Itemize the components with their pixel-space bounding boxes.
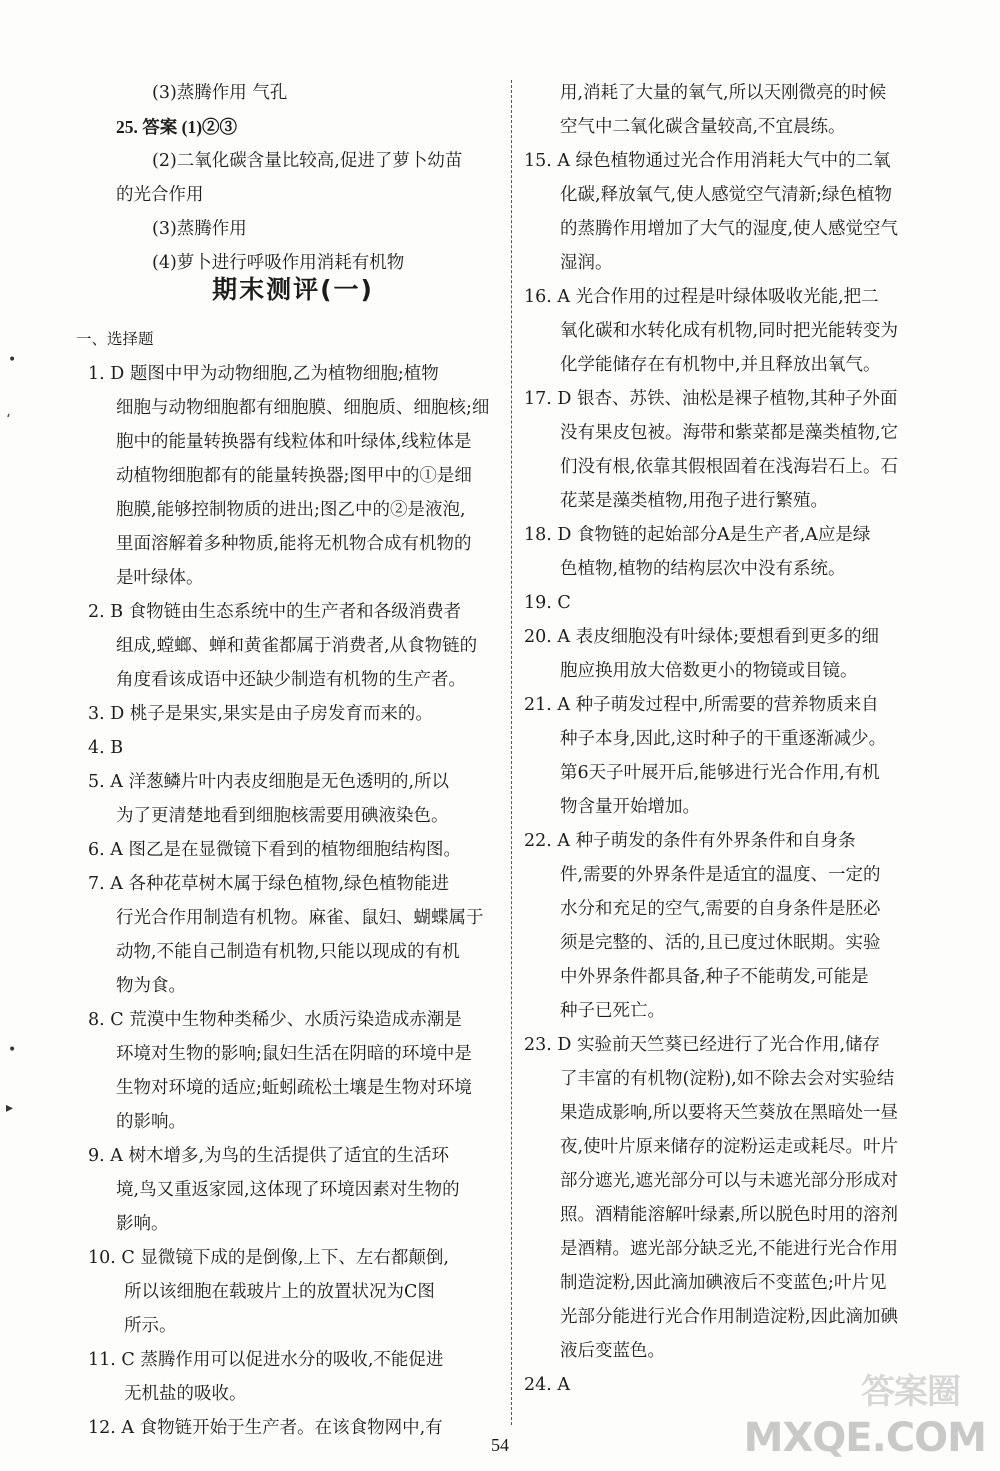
answer-line: 种子本身,因此,这时种子的干重逐渐减少。 (560, 729, 887, 749)
answer-line: 20. A 表皮细胞没有叶绿体;要想看到更多的细 (524, 627, 879, 647)
answer-line: 9. A 树木增多,为鸟的生活提供了适宜的生活环 (88, 1146, 450, 1166)
answer-line: 23. D 实验前天竺葵已经进行了光合作用,储存 (524, 1035, 881, 1055)
answer-line: 22. A 种子萌发的条件有外界条件和自身条 (524, 831, 856, 851)
answer-line: 16. A 光合作用的过程是叶绿体吸收光能,把二 (524, 287, 879, 307)
answer-line: 里面溶解着多种物质,能将无机物合成有机物的 (116, 534, 472, 554)
answer-line: (2)二氧化碳含量比较高,促进了萝卜幼苗 (152, 151, 463, 171)
answer-line: 用,消耗了大量的氧气,所以天刚微亮的时候 (560, 83, 887, 103)
answer-line: 动植物细胞都有的能量转换器;图甲中的①是细 (116, 466, 472, 486)
page-number: 54 (491, 1435, 509, 1455)
answer-line: 化碳,释放氧气,使人感觉空气清新;绿色植物 (560, 185, 893, 205)
answer-line: 境,鸟又重返家园,这体现了环境因素对生物的 (116, 1180, 460, 1200)
margin-mark: ▸ (6, 1100, 14, 1116)
answer-line: 的蒸腾作用增加了大气的湿度,使人感觉空气 (560, 219, 899, 239)
answer-line: 化学能储存在有机物中,并且释放出氧气。 (560, 355, 881, 375)
answer-line: 8. C 荒漠中生物种类稀少、水质污染造成赤潮是 (88, 1010, 462, 1030)
answer-line: 影响。 (116, 1214, 169, 1234)
answer-line: 液后变蓝色。 (560, 1341, 665, 1361)
answer-line: 17. D 银杏、苏铁、油松是裸子植物,其种子外面 (524, 389, 898, 409)
answer-line: (3)蒸腾作用 (152, 219, 247, 239)
answer-line: 部分遮光,遮光部分可以与未遮光部分形成对 (560, 1171, 899, 1191)
answer-line: 10. C 显微镜下成的是倒像,上下、左右都颠倒, (88, 1248, 449, 1268)
answer-line: 没有果皮包被。海带和紫菜都是藻类植物,它 (560, 423, 899, 443)
answer-line: 行光合作用制造有机物。麻雀、鼠妇、蝴蝶属于 (116, 908, 484, 928)
answer-line: 果造成影响,所以要将天竺葵放在黑暗处一昼 (560, 1103, 899, 1123)
margin-mark: • (8, 1042, 17, 1058)
answer-line: (3)蒸腾作用 气孔 (152, 83, 288, 103)
answer-line: 氧化碳和水转化成有机物,同时把光能转变为 (560, 321, 899, 341)
answer-line: 是叶绿体。 (116, 568, 204, 588)
answer-line: 角度看该成语中还缺少制造有机物的生产者。 (116, 670, 466, 690)
watermark: MXQE.COM (743, 1415, 986, 1461)
answer-line: 胞膜,能够控制物质的进出;图乙中的②是液泡, (116, 500, 466, 520)
answer-line: 水分和充足的空气,需要的自身条件是胚必 (560, 899, 881, 919)
answer-line: 须是完整的、活的,且已度过休眠期。实验 (560, 933, 881, 953)
answer-line: 所示。 (124, 1316, 177, 1336)
answer-line: 湿润。 (560, 253, 613, 273)
answer-line: 环境对生物的影响;鼠妇生活在阴暗的环境中是 (116, 1044, 472, 1064)
answer-line: 物含量开始增加。 (560, 797, 700, 817)
answer-line: 7. A 各种花草树木属于绿色植物,绿色植物能进 (88, 874, 450, 894)
answer-line: 制造淀粉,因此滴加碘液后不变蓝色;叶片见 (560, 1273, 887, 1293)
watermark-logo: 答案圈 (861, 1372, 960, 1412)
answer-line: 花菜是藻类植物,用孢子进行繁殖。 (560, 491, 829, 511)
column-divider (511, 80, 512, 1425)
answer-line: 第6天子叶展开后,能够进行光合作用,有机 (560, 763, 880, 783)
answer-line: 24. A (524, 1375, 571, 1395)
answer-line: 胞应换用放大倍数更小的物镜或目镜。 (560, 661, 858, 681)
answer-line: 照。酒精能溶解叶绿素,所以脱色时用的溶剂 (560, 1205, 899, 1225)
answer-line: (4)萝卜进行呼吸作用消耗有机物 (152, 253, 405, 273)
answer-line: 组成,螳螂、蝉和黄雀都属于消费者,从食物链的 (116, 636, 478, 656)
answer-line: 25. 答案 (1)②③ (116, 117, 238, 137)
answer-line: 是酒精。遮光部分缺乏光,不能进行光合作用 (560, 1239, 899, 1259)
answer-line: 空气中二氧化碳含量较高,不宜晨练。 (560, 117, 846, 137)
answer-line: 1. D 题图中甲为动物细胞,乙为植物细胞;植物 (88, 364, 439, 384)
answer-line: 们没有根,依靠其假根固着在浅海岩石上。石 (560, 457, 899, 477)
answer-line: 12. A 食物链开始于生产者。在该食物网中,有 (88, 1418, 443, 1438)
answer-line: 18. D 食物链的起始部分A是生产者,A应是绿 (524, 525, 871, 545)
answer-line: 细胞与动物细胞都有细胞膜、细胞质、细胞核;细 (116, 398, 490, 418)
answer-line: 胞中的能量转换器有线粒体和叶绿体,线粒体是 (116, 432, 472, 452)
answer-line: 动物,不能自己制造有机物,只能以现成的有机 (116, 942, 460, 962)
answer-line: 物为食。 (116, 976, 186, 996)
answer-line: 种子已死亡。 (560, 1001, 665, 1021)
answer-line: 件,需要的外界条件是适宜的温度、一定的 (560, 865, 881, 885)
page-title: 期末测评(一) (212, 275, 374, 304)
answer-line: 11. C 蒸腾作用可以促进水分的吸收,不能促进 (88, 1350, 444, 1370)
answer-line: 无机盐的吸收。 (124, 1384, 247, 1404)
answer-line: 色植物,植物的结构层次中没有系统。 (560, 559, 846, 579)
answer-line: 5. A 洋葱鳞片叶内表皮细胞是无色透明的,所以 (88, 772, 450, 792)
answer-line: 光部分能进行光合作用制造淀粉,因此滴加碘 (560, 1307, 899, 1327)
margin-mark: • (8, 352, 17, 368)
answer-line: 中外界条件都具备,种子不能萌发,可能是 (560, 967, 869, 987)
answer-line: 21. A 种子萌发过程中,所需要的营养物质来自 (524, 695, 879, 715)
answer-line: 生物对环境的适应;蚯蚓疏松土壤是生物对环境 (116, 1078, 472, 1098)
answer-line: 所以该细胞在载玻片上的放置状况为C图 (124, 1282, 435, 1302)
answer-line: 2. B 食物链由生态系统中的生产者和各级消费者 (88, 602, 462, 622)
answer-line: 了丰富的有机物(淀粉),如不除去会对实验结 (560, 1069, 895, 1089)
section-label: 一、选择题 (76, 330, 154, 348)
answer-line: 19. C (524, 593, 571, 613)
answer-line: 夜,使叶片原来储存的淀粉运走或耗尽。叶片 (560, 1137, 899, 1157)
answer-line: 的光合作用 (116, 185, 204, 205)
answer-line: 15. A 绿色植物通过光合作用消耗大气中的二氧 (524, 151, 891, 171)
margin-mark: ‘ (6, 412, 11, 428)
answer-line: 为了更清楚地看到细胞核需要用碘液染色。 (116, 806, 449, 826)
answer-line: 3. D 桃子是果实,果实是由子房发育而来的。 (88, 704, 433, 724)
answer-line: 的影响。 (116, 1112, 186, 1132)
answer-line: 6. A 图乙是在显微镜下看到的植物细胞结构图。 (88, 840, 461, 860)
answer-line: 4. B (88, 738, 124, 758)
